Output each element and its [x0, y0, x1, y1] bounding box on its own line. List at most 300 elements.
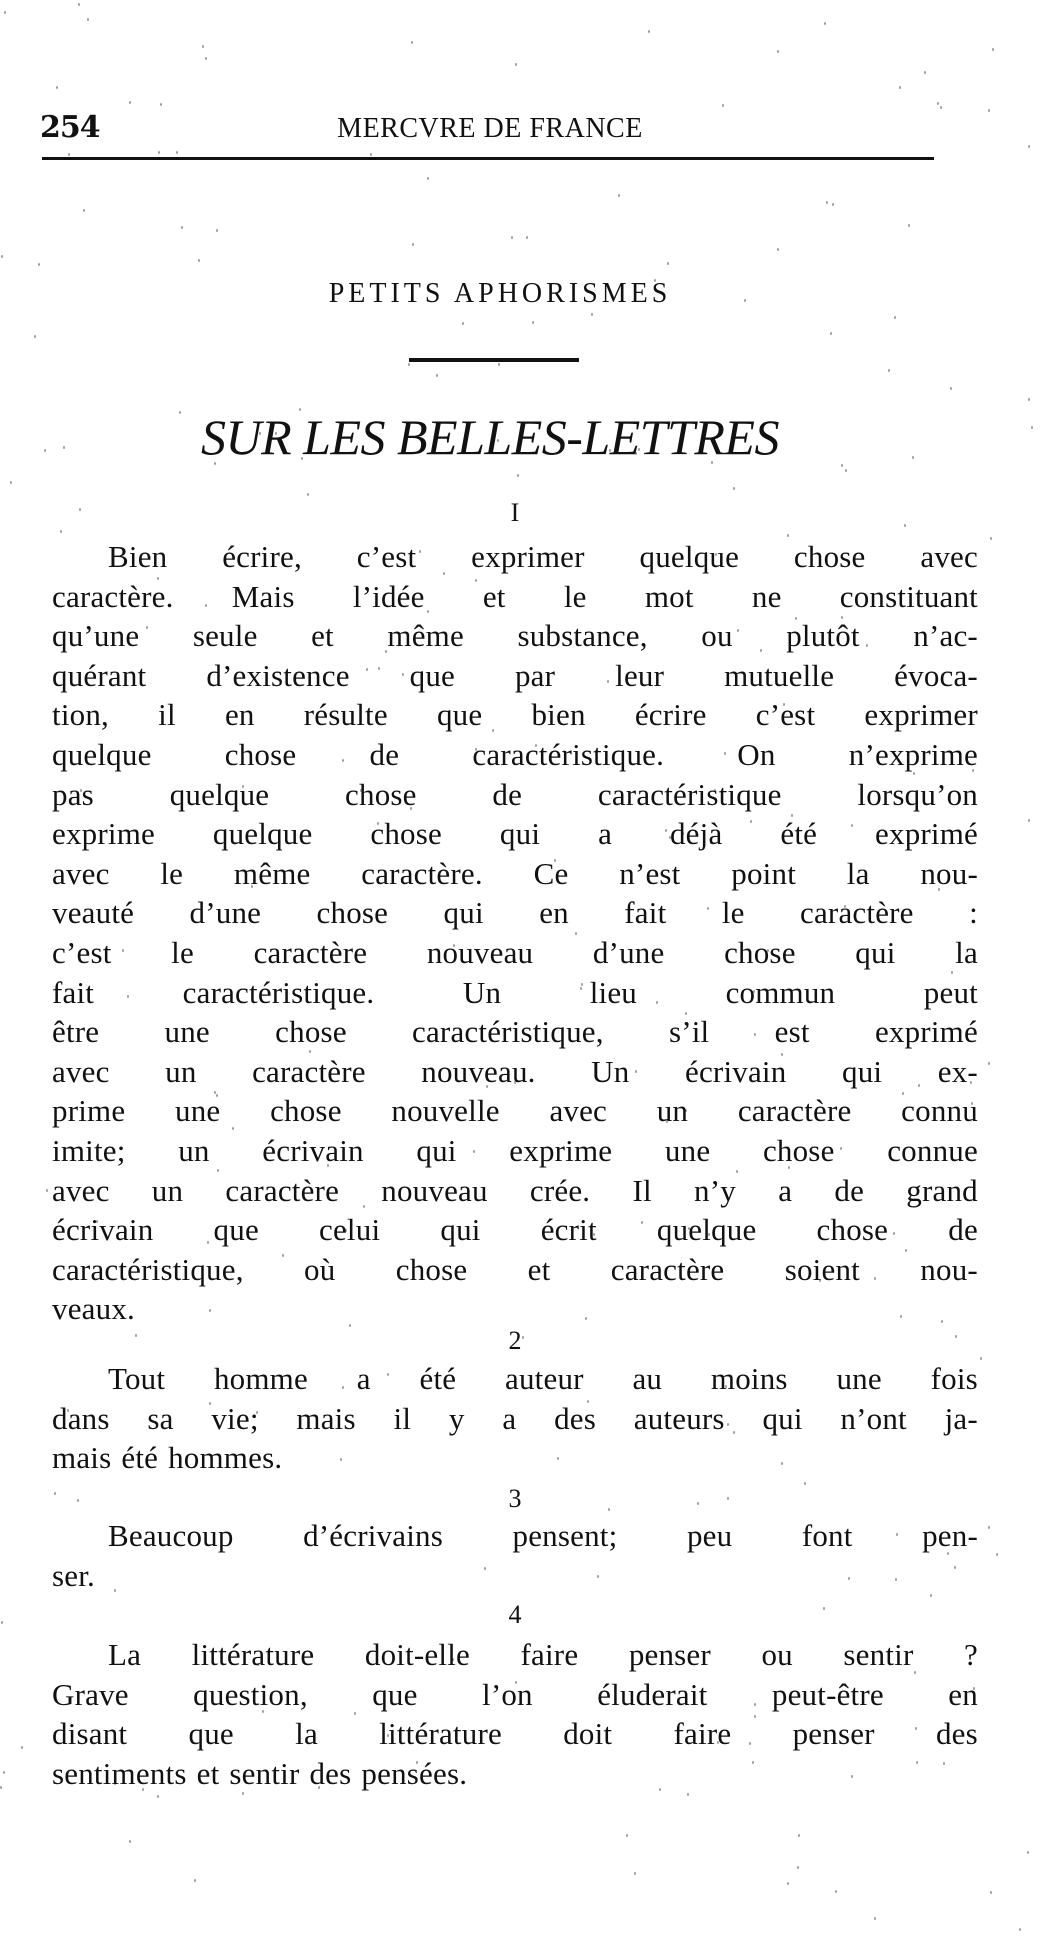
word: peu — [686, 1518, 733, 1553]
title-divider — [409, 358, 579, 362]
word: littérature — [379, 1716, 502, 1752]
speck — [4, 11, 6, 14]
speck — [60, 530, 62, 533]
word: écrit — [540, 1212, 597, 1248]
word: qu’une — [52, 618, 140, 654]
word: chose — [316, 895, 389, 931]
word: d’une — [592, 934, 665, 970]
word: que — [372, 1676, 418, 1712]
text-line — [52, 537, 978, 577]
word: chose — [793, 539, 866, 574]
speck — [83, 209, 85, 212]
word: caractère — [800, 895, 914, 931]
text-line — [52, 1131, 978, 1171]
word: de — [369, 736, 400, 772]
speck — [216, 229, 218, 232]
speck — [908, 224, 910, 227]
word: disant — [52, 1716, 128, 1752]
word: homme — [213, 1361, 308, 1396]
word: connue — [887, 1132, 978, 1168]
word: et — [527, 1251, 551, 1287]
word: doit — [563, 1716, 613, 1752]
word: et — [311, 618, 334, 654]
word: quelque — [639, 539, 740, 574]
word: Tout — [108, 1361, 166, 1396]
word: Mais — [231, 578, 295, 614]
word: c’est — [356, 539, 417, 574]
word: en — [224, 697, 255, 733]
text-line — [52, 1399, 978, 1439]
speck — [797, 1866, 799, 1869]
word: l’idée — [352, 578, 425, 614]
speck — [648, 30, 650, 33]
speck — [798, 1834, 800, 1837]
word: en — [539, 895, 569, 931]
word: nouvelle — [391, 1093, 500, 1129]
word: même — [233, 855, 311, 891]
word: mais — [296, 1400, 356, 1436]
word: fois — [930, 1361, 978, 1396]
text-line — [52, 577, 978, 617]
word: chose — [395, 1251, 468, 1287]
word: substance, — [517, 618, 648, 654]
word: un — [151, 1172, 184, 1208]
word: seule — [192, 618, 258, 654]
word: mot — [644, 578, 694, 614]
word: grand — [906, 1172, 978, 1208]
word: La — [108, 1637, 142, 1672]
word: font — [801, 1518, 853, 1553]
word: avec — [549, 1093, 608, 1129]
speck — [412, 243, 414, 246]
speck — [21, 1746, 23, 1749]
speck — [46, 1189, 48, 1192]
word: penser — [792, 1716, 875, 1752]
word: n’est — [619, 855, 681, 891]
word: chose — [275, 1014, 347, 1050]
word: des — [935, 1716, 978, 1752]
word: caractéristique. — [182, 974, 375, 1010]
word: fait — [624, 895, 667, 931]
text-line — [52, 1012, 978, 1052]
word: une — [175, 1093, 221, 1129]
word: il — [393, 1400, 412, 1436]
word: résulte — [303, 697, 388, 733]
word: mais — [52, 1440, 112, 1476]
word: a — [598, 816, 613, 852]
speck — [924, 71, 926, 74]
speck — [845, 469, 847, 472]
word: un — [178, 1132, 210, 1168]
word: pensées. — [361, 1755, 468, 1791]
word: été — [121, 1440, 159, 1476]
word: dans — [52, 1400, 110, 1436]
text-line — [52, 1289, 978, 1329]
word: un — [165, 1053, 197, 1089]
word: Un — [591, 1053, 630, 1089]
aphorism-paragraph — [52, 1635, 978, 1793]
word: qui — [762, 1400, 803, 1436]
word: de — [948, 1212, 978, 1248]
speck — [777, 50, 779, 53]
speck — [129, 1840, 131, 1843]
speck — [687, 1793, 689, 1796]
speck — [722, 104, 724, 107]
speck — [462, 322, 464, 325]
word: ne — [751, 578, 782, 614]
speck — [532, 321, 534, 324]
speck — [1019, 1928, 1021, 1931]
text-line — [52, 735, 978, 775]
word: prime — [52, 1093, 126, 1129]
speck — [202, 45, 204, 48]
word: évoca- — [894, 657, 978, 693]
word: en — [948, 1676, 978, 1712]
word: caractère. — [361, 855, 483, 891]
word: sentiments — [52, 1755, 187, 1791]
speck — [181, 226, 183, 229]
section-title: PETITS APHORISMES — [328, 278, 672, 309]
word: faire — [673, 1716, 732, 1752]
word: il — [158, 697, 176, 733]
word: la — [846, 855, 870, 891]
page-number: 254 — [40, 110, 100, 145]
text-line — [52, 1516, 978, 1556]
speck — [591, 313, 593, 316]
text-line — [52, 1091, 978, 1131]
speck — [899, 86, 901, 89]
word: écrivain — [262, 1132, 364, 1168]
speck — [10, 481, 12, 484]
word: a — [778, 1172, 793, 1208]
text-line — [52, 1052, 978, 1092]
word: crée. — [529, 1172, 591, 1208]
word: écrire — [634, 697, 707, 733]
word: une — [836, 1361, 882, 1396]
word: déjà — [669, 816, 723, 852]
word: d’écrivains — [303, 1518, 443, 1553]
word: exprimer — [471, 539, 585, 574]
text-line — [52, 933, 978, 973]
word: le — [721, 895, 745, 931]
speck — [1027, 1851, 1029, 1854]
word: ser. — [52, 1557, 95, 1593]
word: lorsqu’on — [857, 776, 978, 812]
word: pas — [52, 776, 94, 812]
speck — [498, 363, 500, 366]
speck — [1028, 819, 1030, 822]
speck — [988, 109, 990, 112]
word: moins — [710, 1361, 788, 1396]
text-line — [52, 1250, 978, 1290]
word: qui — [855, 934, 896, 970]
aphorism-paragraph — [52, 537, 978, 1329]
word: quelque — [52, 736, 152, 772]
speck — [618, 194, 620, 197]
word: la — [295, 1716, 318, 1752]
word: avec — [52, 1053, 110, 1089]
word: quelque — [169, 776, 270, 812]
word: caractère — [610, 1251, 725, 1287]
word: et — [196, 1755, 220, 1791]
word: nou- — [920, 855, 978, 891]
word: fait — [52, 974, 95, 1010]
word: que — [213, 1212, 259, 1248]
speck — [996, 1553, 998, 1556]
speck — [1031, 426, 1033, 429]
word: nou- — [920, 1251, 978, 1287]
speck — [129, 101, 131, 104]
word: exprimer — [864, 697, 978, 733]
word: chose — [370, 816, 442, 852]
word: chose — [270, 1093, 342, 1129]
word: chose — [224, 736, 297, 772]
speck — [832, 203, 834, 206]
word: par — [514, 657, 556, 693]
word: écrivain — [52, 1212, 154, 1248]
word: que — [409, 657, 456, 693]
word: Grave — [52, 1676, 129, 1712]
word: ex- — [937, 1053, 978, 1089]
aphorism-paragraph — [52, 1359, 978, 1478]
word: qui — [416, 1132, 457, 1168]
word: le — [563, 578, 587, 614]
word: nouveau — [381, 1172, 488, 1208]
speck — [176, 151, 178, 154]
text-line — [52, 1675, 978, 1715]
word: pen- — [922, 1518, 978, 1553]
text-line — [52, 656, 978, 696]
word: où — [304, 1251, 336, 1287]
word: avec — [52, 1172, 110, 1208]
word: caractéristique. — [472, 736, 665, 772]
word: caractère. — [52, 578, 174, 614]
text-line — [52, 775, 978, 815]
word: de — [492, 776, 523, 812]
text-line — [52, 1754, 978, 1794]
text-line — [52, 1556, 978, 1596]
word: écrire, — [222, 539, 302, 574]
speck — [824, 22, 826, 25]
word: l’on — [482, 1676, 533, 1712]
word: auteurs — [633, 1400, 725, 1436]
speck — [194, 1879, 196, 1882]
speck — [992, 48, 994, 51]
aphorism-number: 2 — [508, 1326, 522, 1355]
text-line — [52, 973, 978, 1013]
word: écrivain — [685, 1053, 787, 1089]
word: de — [834, 1172, 865, 1208]
word: été — [419, 1361, 457, 1396]
text-line — [52, 1714, 978, 1754]
speck — [980, 1357, 982, 1360]
speck — [515, 63, 517, 66]
speck — [158, 151, 160, 154]
word: exprimé — [874, 1014, 978, 1050]
word: même — [387, 618, 464, 654]
word: d’existence — [206, 657, 350, 693]
word: n’ac- — [913, 618, 978, 654]
word: caractéristique — [597, 776, 782, 812]
speck — [894, 316, 896, 319]
speck — [160, 103, 162, 106]
word: des — [554, 1400, 597, 1436]
word: a — [356, 1361, 371, 1396]
word: mutuelle — [724, 657, 835, 693]
word: pensent; — [512, 1518, 618, 1553]
word: n’exprime — [848, 736, 978, 772]
word: exprimé — [875, 816, 978, 852]
word: exprime — [509, 1132, 613, 1168]
word: qui — [443, 895, 484, 931]
word: ja- — [944, 1400, 978, 1436]
speck — [408, 363, 410, 366]
speck — [988, 1062, 990, 1065]
speck — [436, 374, 438, 377]
word: le — [160, 855, 184, 891]
speck — [34, 335, 36, 338]
word: bien — [531, 697, 586, 733]
word: sa — [147, 1400, 174, 1436]
text-line — [52, 854, 978, 894]
word: vie; — [211, 1400, 259, 1436]
speck — [1, 255, 3, 258]
word: plutôt — [786, 618, 860, 654]
speck — [787, 1882, 789, 1885]
speck — [835, 1890, 837, 1893]
word: celui — [319, 1212, 381, 1248]
aphorism-paragraph — [52, 1516, 978, 1595]
word: avec — [920, 539, 978, 574]
speck — [157, 1795, 159, 1798]
speck — [511, 236, 513, 239]
speck — [634, 1872, 636, 1875]
word: quelque — [656, 1212, 757, 1248]
word: lieu — [589, 974, 638, 1010]
word: qui — [440, 1212, 481, 1248]
word: n’y — [694, 1172, 736, 1208]
speck — [87, 18, 89, 21]
speck — [940, 106, 942, 109]
word: commun — [725, 974, 836, 1010]
running-head-title: MERCVRE DE FRANCE — [337, 113, 643, 144]
speck — [990, 537, 992, 540]
text-line — [52, 1210, 978, 1250]
word: ou — [701, 618, 733, 654]
speck — [950, 387, 952, 390]
word: n’ont — [840, 1400, 907, 1436]
word: On — [737, 736, 776, 772]
word: caractère — [252, 1053, 366, 1089]
speck — [68, 153, 70, 156]
word: d’une — [189, 895, 262, 931]
speck — [0, 1786, 2, 1789]
text-line — [52, 1438, 978, 1478]
speck — [888, 369, 890, 372]
word: nouveau. — [421, 1053, 536, 1089]
word: penser — [628, 1637, 711, 1672]
speck — [526, 236, 528, 239]
word: c’est — [52, 934, 112, 970]
text-line — [52, 616, 978, 656]
word: Beaucoup — [108, 1518, 234, 1553]
word: qui — [842, 1053, 883, 1089]
speck — [988, 1526, 990, 1529]
aphorism-number: 3 — [508, 1484, 522, 1513]
speck — [3, 1771, 5, 1774]
word: question, — [193, 1676, 308, 1712]
word: exprime — [52, 816, 155, 852]
speck — [56, 86, 58, 89]
speck — [667, 262, 669, 265]
word: sentir — [229, 1755, 300, 1791]
word: ou — [761, 1637, 793, 1672]
word: tion, — [52, 697, 109, 733]
speck — [427, 177, 429, 180]
word: que — [436, 697, 483, 733]
word: peut-être — [771, 1676, 884, 1712]
word: chose — [724, 934, 796, 970]
word: quelque — [212, 816, 313, 852]
speck — [411, 41, 413, 44]
word: constituant — [839, 578, 978, 614]
speck — [1028, 398, 1030, 401]
word: connu — [901, 1093, 978, 1129]
speck — [937, 102, 939, 105]
speck — [198, 259, 200, 262]
aphorism-number: I — [510, 498, 520, 527]
speck — [874, 1917, 876, 1920]
speck — [205, 57, 207, 60]
word: une — [164, 1014, 210, 1050]
word: le — [171, 934, 194, 970]
subtitle: SUR LES BELLES-LETTRES — [201, 409, 779, 465]
word: hommes. — [168, 1440, 283, 1476]
speck — [990, 1891, 992, 1894]
speck — [1028, 145, 1030, 148]
text-line — [52, 1359, 978, 1399]
word: veaux. — [52, 1291, 135, 1327]
word: peut — [923, 974, 978, 1010]
text-line — [52, 1171, 978, 1211]
speck — [826, 201, 828, 204]
word: Un — [462, 974, 502, 1010]
word: s’il — [668, 1014, 710, 1050]
speck — [38, 263, 40, 266]
word: chose — [345, 776, 417, 812]
word: littérature — [191, 1637, 315, 1672]
word: y — [448, 1400, 465, 1436]
word: chose — [762, 1132, 835, 1168]
word: soient — [784, 1251, 860, 1287]
word: que — [188, 1716, 234, 1752]
word: Bien — [108, 539, 168, 574]
speck — [830, 332, 832, 335]
word: caractéristique, — [412, 1014, 604, 1050]
speck — [307, 493, 309, 496]
speck — [626, 1834, 628, 1837]
word: éluderait — [597, 1676, 708, 1712]
word: veauté — [52, 895, 135, 931]
text-line — [52, 814, 978, 854]
word: caractère — [225, 1172, 340, 1208]
word: Il — [632, 1172, 652, 1208]
word: leur — [615, 657, 665, 693]
word: ? — [964, 1637, 978, 1672]
word: caractéristique, — [52, 1251, 244, 1287]
word: Ce — [533, 855, 569, 891]
word: une — [664, 1132, 711, 1168]
